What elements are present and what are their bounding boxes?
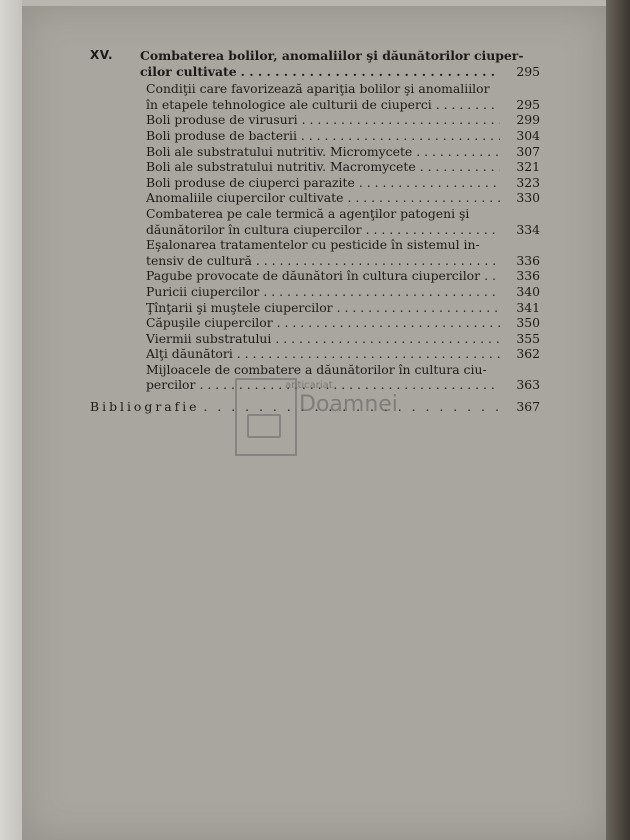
page-right-edge: [606, 0, 630, 840]
toc-entry-row: [146, 284, 540, 300]
toc-entry-row: [146, 112, 540, 128]
toc-entry-page: 295: [516, 96, 540, 112]
toc-entry-title: Alţi dăunători . . .: [146, 346, 500, 362]
toc-entry-title: în etapele tehnologice ale culturii de ciuperci . . .: [146, 97, 500, 113]
toc-entry-page: 336: [516, 268, 540, 284]
chapter-heading: [90, 48, 540, 79]
table-of-contents: [90, 48, 540, 415]
toc-entry-line: Mijloacele de combatere a dăunătorilor în cultura ciu-: [146, 361, 487, 377]
toc-entry-page: 336: [516, 252, 540, 268]
toc-entry-title: Viermii substratului . . .: [146, 331, 500, 347]
book-icon: [247, 414, 281, 438]
toc-entry: [146, 331, 540, 347]
toc-entry-page: 299: [516, 112, 540, 128]
toc-entry-row: [146, 144, 540, 160]
toc-entry-title: Boli produse de ciuperci parazite . . .: [146, 175, 500, 191]
toc-entry-line: Combaterea pe cale termică a agenţilor patogeni şi: [146, 205, 470, 221]
toc-entry: [146, 159, 540, 175]
toc-entry-title: Anomaliile ciupercilor cultivate . . .: [146, 190, 500, 206]
chapter-title-line-1: Combaterea bolilor, anomaliilor şi dăunătorilor ciuper-: [140, 48, 524, 63]
toc-entry-page: 334: [516, 221, 540, 237]
chapter-number: XV.: [90, 48, 114, 62]
watermark-small-text: anticariat: [285, 380, 333, 391]
toc-entry-page: 363: [516, 377, 540, 393]
toc-entry: [146, 190, 540, 206]
toc-entry-row: [146, 253, 540, 269]
toc-entries: [146, 81, 540, 393]
bibliography-label: Bibliografie . . .: [90, 399, 500, 415]
toc-entry-page: 355: [516, 330, 540, 346]
toc-entry: [146, 268, 540, 284]
toc-entry-page: 341: [516, 299, 540, 315]
toc-entry-title: Puricii ciupercilor . . .: [146, 284, 500, 300]
toc-entry-row: [146, 97, 540, 113]
toc-entry: [146, 346, 540, 362]
toc-entry-page: 307: [516, 143, 540, 159]
toc-entry-row: [146, 190, 540, 206]
toc-entry: [146, 175, 540, 191]
toc-entry-row: [146, 128, 540, 144]
toc-entry-line: Eşalonarea tratamentelor cu pesticide în sistemul in-: [146, 237, 480, 253]
toc-entry-title: Boli produse de bacterii . . .: [146, 128, 500, 144]
toc-entry-title: Ţînţarii şi muştele ciupercilor . . .: [146, 300, 500, 316]
toc-entry-page: 362: [516, 346, 540, 362]
toc-entry-title: dăunătorilor în cultura ciupercilor . . .: [146, 222, 500, 238]
bibliography-page: 367: [516, 399, 540, 415]
toc-entry-title: percilor . . .: [146, 377, 500, 393]
toc-entry-row: [146, 300, 540, 316]
toc-entry-title: tensiv de cultură . . .: [146, 253, 500, 269]
toc-entry: [146, 284, 540, 300]
toc-entry: [146, 144, 540, 160]
toc-entry-page: 340: [516, 283, 540, 299]
toc-entry: [146, 300, 540, 316]
toc-entry-title: Boli produse de virusuri . . .: [146, 112, 500, 128]
toc-entry-title: Pagube provocate de dăunători în cultura ciupercilor . . .: [146, 268, 500, 284]
toc-entry-row: [146, 159, 540, 175]
toc-entry-line: Condiţii care favorizează apariţia bolilor şi anomaliilor: [146, 81, 490, 97]
toc-entry-row: [146, 175, 540, 191]
toc-entry-page: 350: [516, 315, 540, 331]
toc-entry-title: Căpuşile ciupercilor . . .: [146, 315, 500, 331]
chapter-page: 295: [516, 63, 540, 79]
toc-entry-row: [146, 268, 540, 284]
toc-entry-page: 330: [516, 190, 540, 206]
toc-entry: [146, 81, 540, 112]
toc-entry: [146, 206, 540, 237]
toc-entry-title: Boli ale substratului nutritiv. Micromycete . . .: [146, 144, 500, 160]
watermark-logo: [235, 378, 398, 460]
watermark-big-text: Doamnei: [299, 392, 398, 417]
toc-entry: [146, 112, 540, 128]
toc-entry-row: [146, 222, 540, 238]
toc-entry-page: 323: [516, 174, 540, 190]
toc-entry-page: 304: [516, 127, 540, 143]
toc-entry-row: [146, 315, 540, 331]
toc-entry-page: 321: [516, 159, 540, 175]
page-left-edge: [0, 0, 22, 840]
toc-entry-row: [146, 346, 540, 362]
toc-entry: [146, 315, 540, 331]
chapter-title-line-2: cilor cultivate . . .: [140, 64, 500, 80]
toc-entry: [146, 237, 540, 268]
toc-entry: [146, 128, 540, 144]
toc-entry-row: [146, 331, 540, 347]
toc-entry-title: Boli ale substratului nutritiv. Macromycete . . .: [146, 159, 500, 175]
